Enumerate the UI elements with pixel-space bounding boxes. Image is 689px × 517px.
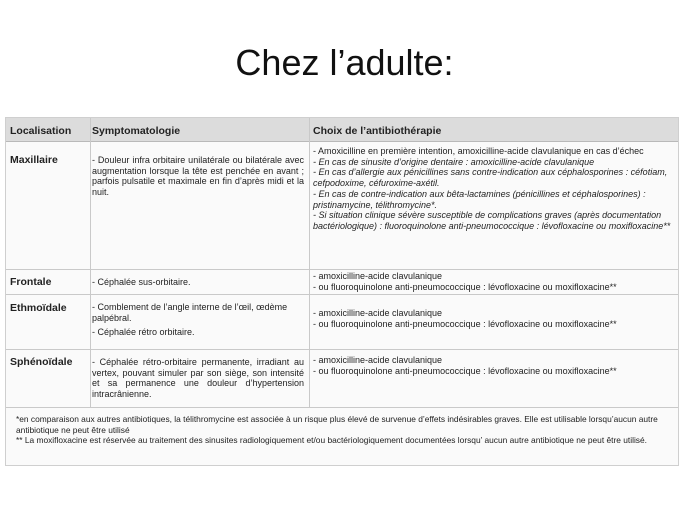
table-row-frontale — [6, 270, 678, 295]
table-row-sphenoidale — [6, 350, 678, 408]
antibiotic-line: - ou fluoroquinolone anti-pneumococcique : lévofloxacine ou moxifloxacine** — [313, 365, 617, 376]
slide-title: Chez l’adulte: — [235, 42, 454, 83]
footnote: ** La moxifloxacine est réservée au traitement des sinusites radiologiquement et/ou bactériologiquement documentées lorsqu’ aucun autre antibiotique ne peut être utilisé. — [16, 435, 647, 446]
symptom-line: - Céphalée rétro-orbitaire permanente, irradiant au vertex, pouvant simuler par son siège, son intensité et sa permanence une douleur d’hypertension intracrânienne. — [92, 357, 304, 400]
antibiotic-line: - En cas d’allergie aux pénicillines sans contre-indication aux céphalosporines : céfotiam, cefpodoxime, céfuroxime-axétil. — [313, 167, 668, 189]
header-antibiotherapie: Choix de l’antibiothérapie — [313, 125, 442, 137]
antibiotic-line: - Amoxicilline en première intention, amoxicilline-acide clavulanique en cas d’échec — [313, 146, 644, 156]
row-symptoms — [92, 357, 304, 400]
column-divider — [309, 118, 310, 408]
row-location: Ethmoïdale — [10, 302, 67, 314]
row-symptoms — [92, 277, 304, 288]
antibiotic-line: - En cas de sinusite d’origine dentaire : amoxicilline-acide clavulanique — [313, 156, 595, 167]
footnote: *en comparaison aux autres antibiotiques, la télithromycine est associée à un risque plus élevé de survenue d’effets indésirables graves. Elle est utilisable lorsqu’aucun autre antibiotique ne peut être utilisé — [16, 414, 658, 435]
antibiotic-line: - amoxicilline-acide clavulanique — [313, 271, 443, 281]
table-header-row — [6, 118, 678, 142]
row-location: Sphénoïdale — [10, 356, 73, 368]
antibiotic-table — [5, 117, 679, 466]
header-symptomatologie: Symptomatologie — [92, 125, 181, 137]
row-symptoms — [92, 302, 304, 338]
symptom-line: - Céphalée rétro orbitaire. — [92, 327, 195, 338]
row-antibiotics — [313, 271, 675, 292]
row-location: Frontale — [10, 276, 52, 288]
table-row-ethmoidale — [6, 295, 678, 350]
row-antibiotics — [313, 355, 675, 376]
symptom-line: - Céphalée sus-orbitaire. — [92, 277, 191, 287]
antibiotic-line: - ou fluoroquinolone anti-pneumococcique : lévofloxacine ou moxifloxacine** — [313, 281, 617, 292]
header-localisation: Localisation — [10, 125, 72, 137]
table-row-maxillaire — [6, 143, 678, 270]
antibiotic-line: - En cas de contre-indication aux bêta-lactamines (pénicillines et céphalosporines) : pristinamycine, télithromycine*. — [313, 188, 646, 210]
row-antibiotics — [313, 146, 675, 232]
antibiotic-line: - ou fluoroquinolone anti-pneumococcique : lévofloxacine ou moxifloxacine** — [313, 318, 617, 329]
row-antibiotics — [313, 308, 675, 329]
antibiotic-line: - amoxicilline-acide clavulanique — [313, 355, 443, 365]
symptom-line: - Douleur infra orbitaire unilatérale ou bilatérale avec augmentation lorsque la tête est penchée en avant ; parfois pulsatile et maximale en fin d’après midi et la nuit. — [92, 155, 304, 198]
column-divider — [90, 118, 91, 408]
table-footnotes — [16, 414, 671, 446]
antibiotic-line: - amoxicilline-acide clavulanique — [313, 308, 443, 318]
row-location: Maxillaire — [10, 154, 58, 166]
antibiotic-line: - Si situation clinique sévère susceptible de complications graves (après documentation bactériologique) : fluoroquinolone anti-pneumococcique : lévofloxacine ou moxifloxacine** — [313, 210, 671, 231]
row-symptoms — [92, 155, 304, 198]
symptom-line: - Comblement de l’angle interne de l’œil, œdème palpébral. — [92, 302, 288, 323]
